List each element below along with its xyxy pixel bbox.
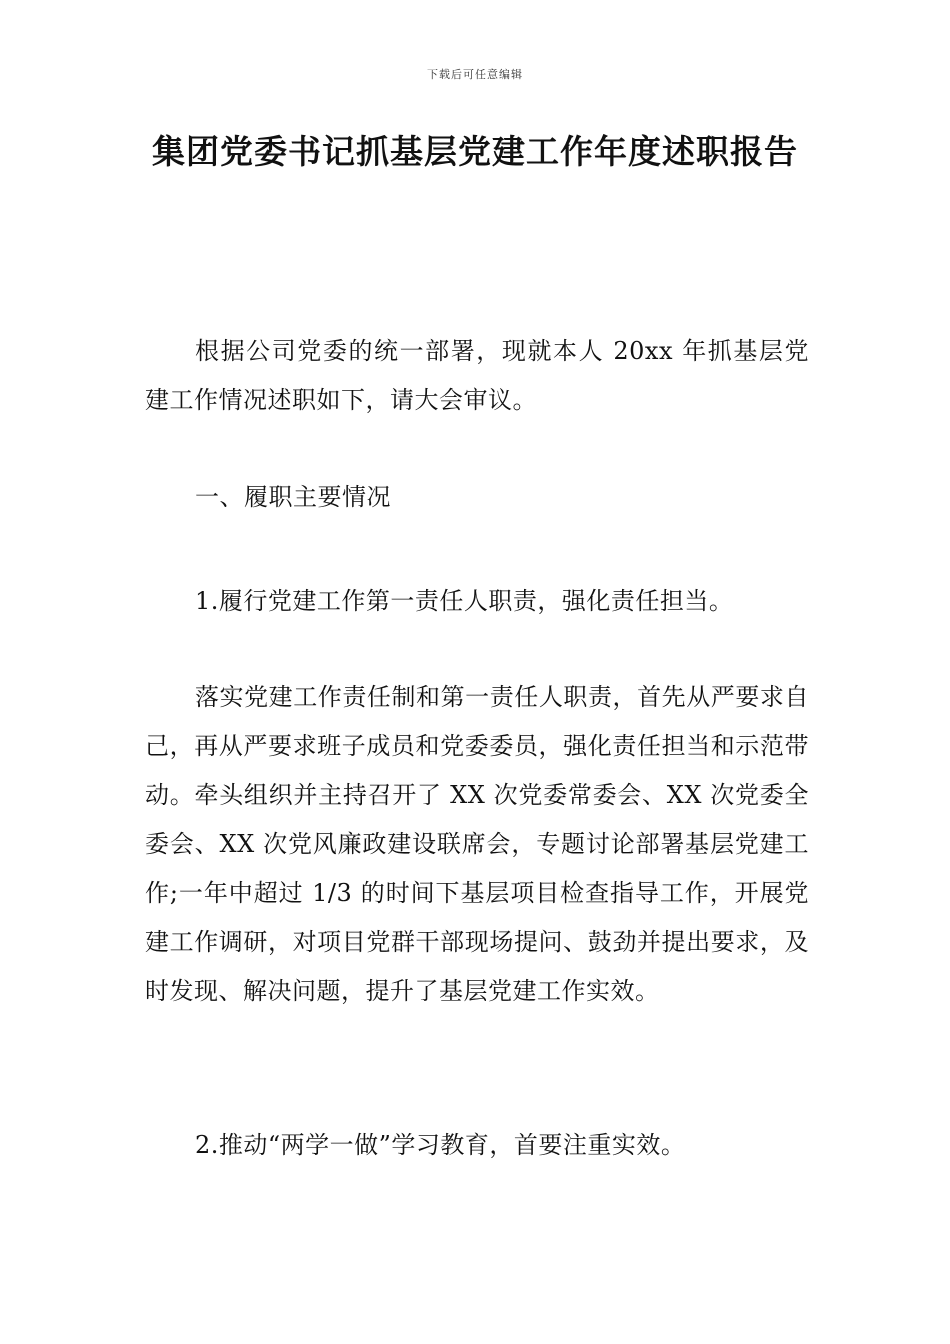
section-heading-performance: 一、履职主要情况 [195,483,391,511]
intro-paragraph: 根据公司党委的统一部署，现就本人 20xx 年抓基层党建工作情况述职如下，请大会审议。 [145,337,809,414]
item-detail-responsibility: 落实党建工作责任制和第一责任人职责，首先从严要求自己，再从严要求班子成员和党委委员，强化责任担当和示范带动。牵头组织并主持召开了 XX 次党委常委会、XX 次党委全委会、XX 次党风廉政建设联席会，专题讨论部署基层党建工作;一年中超过 1/3 的时间下基层项目检查指导工作，开展党建工作调研，对项目党群干部现场提问、鼓劲并提出要求，及时发现、解决问题，提升了基层党建工作实效。 [145,683,809,1005]
item-heading-study-education: 2.推动“两学一做”学习教育，首要注重实效。 [195,1131,686,1159]
document-title: 集团党委书记抓基层党建工作年度述职报告 [152,132,798,171]
item-heading-responsibility: 1.履行党建工作第一责任人职责，强化责任担当。 [195,587,734,615]
header-note: 下载后可任意编辑 [427,68,523,81]
